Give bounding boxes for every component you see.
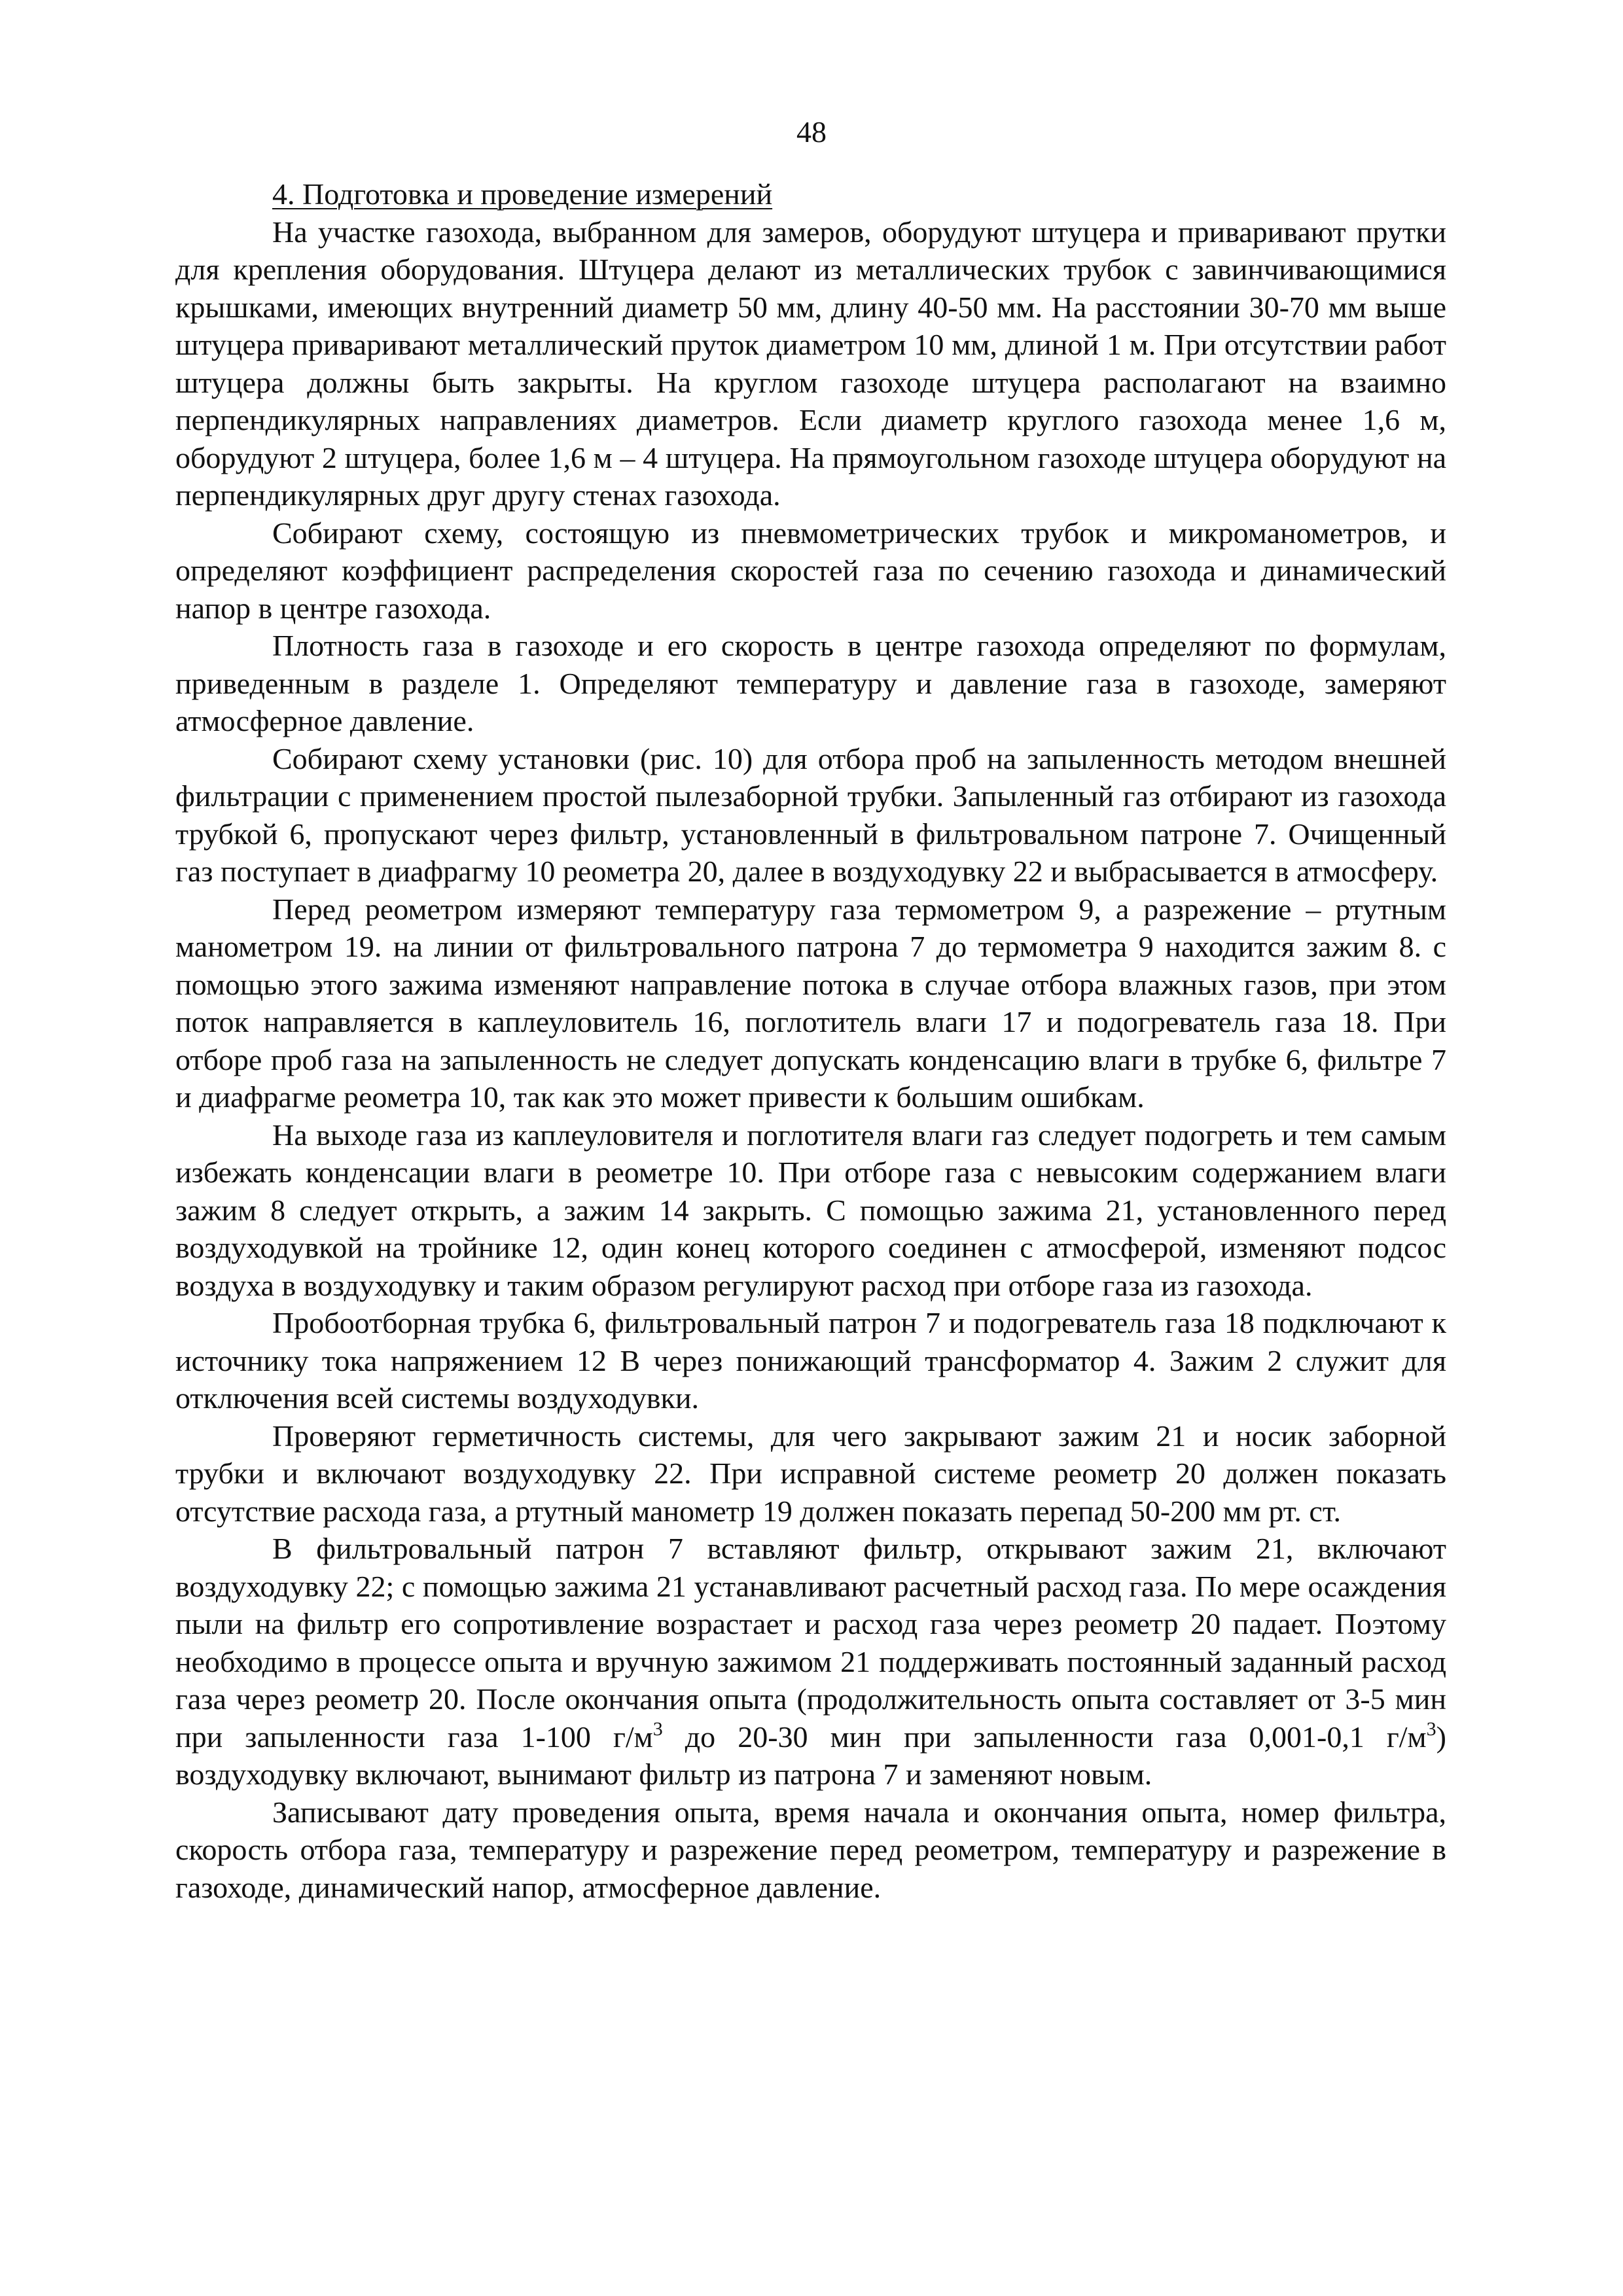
superscript: 3 bbox=[1426, 1718, 1436, 1740]
paragraph: Собирают схему, состоящую из пневмометрических трубок и микроманометров, и определяют коэффициент распределения скоростей газа по сечению газохода и динамический напор в центре газохода. bbox=[175, 516, 1446, 625]
paragraph: Записывают дату проведения опыта, время начала и окончания опыта, номер фильтра, скорость отбора газа, температуру и разрежение перед реометром, температуру и разрежение в газоходе, динамический напор, атмосферное давление. bbox=[175, 1795, 1446, 1904]
section-heading: 4. Подготовка и проведение измерений bbox=[272, 177, 773, 211]
paragraph-text: В фильтровальный патрон 7 вставляют фильтр, открывают зажим 21, включают воздуходувку 22; с помощью зажима 21 устанавливают расчетный расход газа. По мере осаждения пыли на фильтр его сопротивление возрастает и расход газа через реометр 20 падает. Поэтому необходимо в процессе опыта и вручную зажимом 21 поддерживать постоянный заданный расход газа через реометр 20. После окончания опыта (продолжительность опыта составляет от 3-5 мин при запыленности газа 1-100 г/м bbox=[175, 1532, 1446, 1754]
paragraph-text: до 20-30 мин при запыленности газа 0,001-0,1 г/м bbox=[662, 1720, 1427, 1754]
paragraph: Проверяют герметичность системы, для чего закрывают зажим 21 и носик заборной трубки и включают воздуходувку 22. При исправной системе реометр 20 должен показать отсутствие расхода газа, а ртутный манометр 19 должен показать перепад 50-200 мм рт. ст. bbox=[175, 1419, 1446, 1528]
paragraph: Плотность газа в газоходе и его скорость в центре газохода определяют по формулам, приведенным в разделе 1. Определяют температуру и давление газа в газоходе, замеряют атмосферное давление. bbox=[175, 629, 1446, 737]
superscript: 3 bbox=[652, 1718, 663, 1740]
paragraph: На выходе газа из каплеуловителя и поглотителя влаги газ следует подогреть и тем самым избежать конденсации влаги в реометре 10. При отборе газа с невысоким содержанием влаги зажим 8 следует открыть, а зажим 14 закрыть. С помощью зажима 21, установленного перед воздуходувкой на тройнике 12, один конец которого соединен с атмосферой, изменяют подсос воздуха в воздуходувку и таким образом регулируют расход при отборе газа из газохода. bbox=[175, 1118, 1446, 1302]
paragraph: На участке газохода, выбранном для замеров, оборудуют штуцера и приваривают прутки для крепления оборудования. Штуцера делают из металлических трубок с завинчивающимися крышками, имеющих внутренний диаметр 50 мм, длину 40-50 мм. На расстоянии 30-70 мм выше штуцера приваривают металлический пруток диаметром 10 мм, длиной 1 м. При отсутствии работ штуцера должны быть закрыты. На круглом газоходе штуцера располагают на взаимно перпендикулярных направлениях диаметров. Если диаметр круглого газохода менее 1,6 м, оборудуют 2 штуцера, более 1,6 м – 4 штуцера. На прямоугольном газоходе штуцера оборудуют на перпендикулярных друг другу стенах газохода. bbox=[175, 215, 1446, 512]
paragraph: Собирают схему установки (рис. 10) для отбора проб на запыленность методом внешней фильтрации с применением простой пылезаборной трубки. Запыленный газ отбирают из газохода трубкой 6, пропускают через фильтр, установленный в фильтровальном патроне 7. Очищенный газ поступает в диафрагму 10 реометра 20, далее в воздуходувку 22 и выбрасывается в атмосферу. bbox=[175, 741, 1446, 888]
paragraph: Пробоотборная трубка 6, фильтровальный патрон 7 и подогреватель газа 18 подключают к источнику тока напряжением 12 В через понижающий трансформатор 4. Зажим 2 служит для отключения всей системы воздуходувки. bbox=[175, 1306, 1446, 1415]
paragraph: Перед реометром измеряют температуру газа термометром 9, а разрежение – ртутным манометром 19. на линии от фильтровального патрона 7 до термометра 9 находится зажим 8. с помощью этого зажима изменяют направление потока в случае отбора влажных газов, при этом поток направляется в каплеуловитель 16, поглотитель влаги 17 и подогреватель газа 18. При отборе проб газа на запыленность не следует допускать конденсацию влаги в трубке 6, фильтре 7 и диафрагме реометра 10, так как это может привести к большим ошибкам. bbox=[175, 892, 1446, 1114]
paragraph-text: ) воздуходувку включают, вынимают фильтр из патрона 7 и заменяют новым. bbox=[175, 1720, 1446, 1791]
page-content bbox=[175, 175, 1446, 1906]
paragraph-with-units bbox=[175, 1530, 1446, 1793]
page-number: 48 bbox=[796, 115, 827, 149]
